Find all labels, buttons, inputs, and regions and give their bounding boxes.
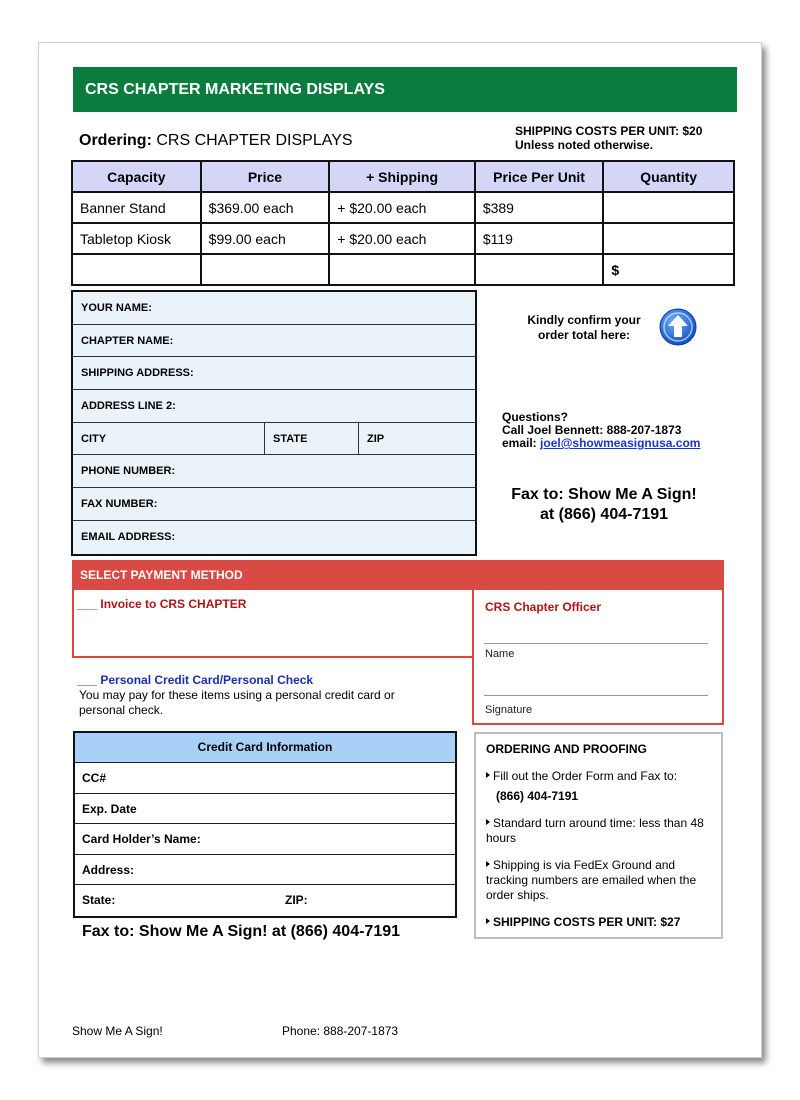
questions-email-line bbox=[502, 437, 700, 450]
header-quantity: Quantity bbox=[603, 161, 734, 192]
proofing-item2: Standard turn around time: less than 48 hours bbox=[486, 816, 704, 845]
fax-to-block bbox=[479, 485, 729, 525]
cell-empty bbox=[72, 254, 201, 285]
your-name-field[interactable]: YOUR NAME: bbox=[73, 292, 475, 325]
address-line-2-field[interactable]: ADDRESS LINE 2: bbox=[73, 390, 475, 423]
quantity-field-tabletop-kiosk[interactable] bbox=[603, 223, 734, 254]
ordering-proofing-box bbox=[474, 732, 723, 939]
cell-price: $99.00 each bbox=[201, 223, 330, 254]
personal-card-option[interactable]: ___ Personal Credit Card/Personal Check bbox=[77, 673, 314, 687]
order-form-page bbox=[38, 42, 762, 1058]
city-field[interactable]: CITY bbox=[73, 423, 265, 455]
payment-method-heading: SELECT PAYMENT METHOD bbox=[72, 560, 724, 590]
header-shipping: + Shipping bbox=[329, 161, 475, 192]
card-holder-name-field[interactable]: Card Holder’s Name: bbox=[75, 824, 455, 855]
questions-title: Questions? bbox=[502, 410, 569, 424]
bullet-arrow-icon bbox=[486, 861, 490, 867]
email-address-field[interactable]: EMAIL ADDRESS: bbox=[81, 530, 176, 543]
state-zip-row bbox=[75, 885, 455, 916]
phone-number-field[interactable]: PHONE NUMBER: bbox=[73, 455, 475, 488]
city-state-zip-row bbox=[73, 423, 475, 456]
cell-empty bbox=[329, 254, 475, 285]
credit-card-form bbox=[73, 731, 457, 918]
proofing-item3: Shipping is via FedEx Ground and tracking numbers are emailed when the order ships. bbox=[486, 858, 697, 902]
officer-heading: CRS Chapter Officer bbox=[485, 600, 602, 614]
confirm-line1: Kindly confirm your bbox=[527, 313, 641, 327]
signature-line[interactable] bbox=[484, 695, 708, 696]
zip-field[interactable]: ZIP bbox=[367, 432, 385, 445]
shipping-address-field[interactable]: SHIPPING ADDRESS: bbox=[73, 357, 475, 390]
price-table bbox=[71, 160, 735, 286]
questions-block bbox=[502, 411, 700, 450]
proofing-item bbox=[486, 769, 711, 804]
cell-shipping: + $20.00 each bbox=[329, 192, 475, 223]
fax-to-line2: at (866) 404-7191 bbox=[539, 506, 669, 523]
table-row bbox=[72, 192, 734, 223]
proofing-fax-number: (866) 404-7191 bbox=[496, 789, 579, 803]
cc-address-field[interactable]: Address: bbox=[75, 855, 455, 886]
table-row bbox=[72, 254, 734, 285]
proofing-item4: SHIPPING COSTS PER UNIT: $27 bbox=[493, 915, 681, 929]
email-label: email: bbox=[502, 436, 537, 450]
proofing-item bbox=[486, 858, 711, 903]
shipping-note bbox=[515, 124, 702, 152]
personal-card-description: You may pay for these items using a personal credit card or personal check. bbox=[79, 688, 395, 717]
bullet-arrow-icon bbox=[486, 819, 490, 825]
cell-price-per-unit: $119 bbox=[475, 223, 604, 254]
cc-zip-field[interactable]: ZIP: bbox=[285, 893, 308, 907]
proofing-item bbox=[486, 915, 711, 930]
page-title: CRS CHAPTER MARKETING DISPLAYS bbox=[73, 67, 737, 112]
cell-empty bbox=[475, 254, 604, 285]
shipping-note-line1: SHIPPING COSTS PER UNIT: $20 bbox=[515, 124, 703, 138]
fax-to-line1: Fax to: Show Me A Sign! bbox=[511, 486, 697, 503]
name-signature-line[interactable] bbox=[484, 643, 708, 644]
header-capacity: Capacity bbox=[72, 161, 201, 192]
confirm-total-note bbox=[509, 313, 659, 343]
ordering-value: CRS CHAPTER DISPLAYS bbox=[156, 132, 353, 149]
confirm-line2: order total here: bbox=[537, 328, 630, 342]
name-label: Name bbox=[485, 648, 515, 660]
ordering-heading bbox=[79, 132, 353, 150]
up-arrow-circle-icon[interactable] bbox=[658, 307, 698, 347]
cell-price-per-unit: $389 bbox=[475, 192, 604, 223]
signature-label: Signature bbox=[485, 704, 533, 716]
footer-company: Show Me A Sign! bbox=[72, 1024, 163, 1038]
footer-phone: Phone: 888-207-1873 bbox=[282, 1024, 399, 1038]
credit-card-title: Credit Card Information bbox=[75, 733, 455, 763]
bullet-arrow-icon bbox=[486, 918, 490, 924]
bullet-arrow-icon bbox=[486, 772, 490, 778]
proofing-item bbox=[486, 816, 711, 846]
questions-call: Call Joel Bennett: 888-207-1873 bbox=[502, 423, 682, 437]
shipping-note-line2: Unless noted otherwise. bbox=[515, 138, 654, 152]
cell-capacity: Tabletop Kiosk bbox=[72, 223, 201, 254]
cell-shipping: + $20.00 each bbox=[329, 223, 475, 254]
fax-number-field[interactable]: FAX NUMBER: bbox=[73, 488, 475, 521]
fax-to-bottom: Fax to: Show Me A Sign! at (866) 404-7191 bbox=[82, 923, 401, 940]
ordering-label: Ordering: bbox=[79, 132, 152, 149]
cc-state-field[interactable]: State: bbox=[82, 893, 116, 907]
cell-capacity: Banner Stand bbox=[72, 192, 201, 223]
price-table-header bbox=[72, 161, 734, 192]
total-field[interactable]: $ bbox=[603, 254, 734, 285]
customer-info-form bbox=[71, 290, 477, 556]
state-field[interactable]: STATE bbox=[265, 423, 359, 455]
cc-number-field[interactable]: CC# bbox=[75, 763, 455, 794]
header-price-per-unit: Price Per Unit bbox=[475, 161, 604, 192]
cell-price: $369.00 each bbox=[201, 192, 330, 223]
proofing-item1: Fill out the Order Form and Fax to: bbox=[493, 769, 678, 783]
cell-empty bbox=[201, 254, 330, 285]
quantity-field-banner-stand[interactable] bbox=[603, 192, 734, 223]
invoice-option[interactable]: ___ Invoice to CRS CHAPTER bbox=[77, 597, 247, 611]
header-price: Price bbox=[201, 161, 330, 192]
proofing-title: ORDERING AND PROOFING bbox=[486, 742, 647, 756]
table-row bbox=[72, 223, 734, 254]
chapter-name-field[interactable]: CHAPTER NAME: bbox=[73, 325, 475, 358]
email-link[interactable]: joel@showmeasignusa.com bbox=[540, 436, 701, 450]
exp-date-field[interactable]: Exp. Date bbox=[75, 794, 455, 825]
